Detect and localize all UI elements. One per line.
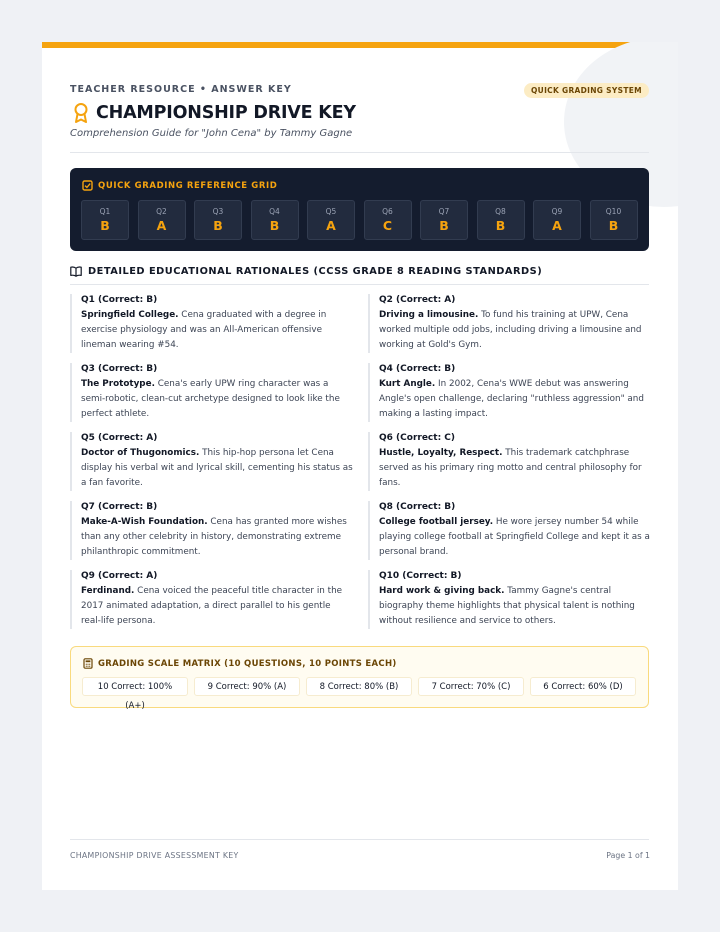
rationale-answer: The Prototype. [81,379,155,389]
rationale-body [81,308,353,353]
grid-cell-answer: C [382,218,393,233]
grid-cell-q10 [590,200,638,240]
rationale-item [70,363,353,422]
rationale-item [368,570,651,629]
rationale-item [70,294,353,353]
grid-cell-q4 [251,200,299,240]
rationale-text: Tammy Gagne's central biography theme highlights that physical talent is nothing without resilience and service to others. [379,586,635,626]
rationale-question: Q9 (Correct: A) [81,571,158,581]
rationale-text: He wore jersey number 54 while playing college football at Springfield College and kept it as a personal brand. [379,517,650,557]
grid-cell-answer: A [156,218,167,233]
rationale-question: Q1 (Correct: B) [81,295,158,305]
page-number: Page 1 of 1 [606,851,650,860]
rationale-item [368,501,651,560]
grid-cell-q3 [194,200,242,240]
grid-cell-q7 [420,200,468,240]
grid-cell-answer: B [100,218,110,233]
page-title: CHAMPIONSHIP DRIVE KEY [96,103,356,123]
rationale-body [379,377,651,422]
grid-cell-question: Q1 [99,207,111,216]
rationale-text: Cena voiced the peaceful title character in the 2017 animated adaptation, a direct parallel to his gentle real-life persona. [81,586,343,626]
quick-grading-grid [70,168,649,251]
rationale-item [70,432,353,491]
rationale-body [81,377,353,422]
rationales-divider [70,284,649,285]
grid-cell-q9 [533,200,581,240]
grid-cell-question: Q4 [269,207,280,216]
calculator-icon [83,658,93,669]
scale-pill: 10 Correct: 100% (A+) [82,677,188,696]
rationale-answer: Kurt Angle. [379,379,436,389]
top-accent-bar [42,42,678,48]
grid-cell-answer: B [495,218,506,233]
page-subtitle: Comprehension Guide for "John Cena" by Tammy Gagne [70,128,353,139]
grid-cell-question: Q7 [438,207,450,216]
scale-pill: 7 Correct: 70% (C) [418,677,524,696]
rationale-question: Q7 (Correct: B) [81,502,158,512]
grid-cell-q8 [477,200,525,240]
grid-cell-question: Q9 [551,207,563,216]
rationale-question: Q5 (Correct: A) [81,433,158,443]
rationale-text: This trademark catchphrase served as his primary ring motto and central philosophy for fans. [379,448,642,488]
rationales-heading [70,266,542,277]
answer-cells [81,200,638,240]
grid-cell-answer: B [608,218,619,233]
rationale-body [379,584,651,629]
rationale-question: Q6 (Correct: C) [379,433,456,443]
grid-cell-question: Q3 [212,207,224,216]
rationale-text: To fund his training at UPW, Cena worked multiple odd jobs, including driving a limousine and working at Gold's Gym. [379,310,642,350]
grid-cell-answer: A [326,218,336,233]
rationale-item [70,570,353,629]
scale-pill: 8 Correct: 80% (B) [306,677,412,696]
rationale-body [81,446,353,491]
rationale-question: Q4 (Correct: B) [379,364,456,374]
grid-cell-answer: B [213,218,223,233]
footer-divider [70,839,649,840]
rationale-answer: Doctor of Thugonomics. [81,448,200,458]
footer-title: CHAMPIONSHIP DRIVE ASSESSMENT KEY [70,851,239,860]
rationale-answer: Make-A-Wish Foundation. [81,517,208,527]
rationales-heading-label: DETAILED EDUCATIONAL RATIONALES (CCSS GRADE 8 READING STANDARDS) [88,266,543,277]
header-divider [70,152,649,153]
quick-grading-badge: QUICK GRADING SYSTEM [524,83,649,98]
rationale-item [368,432,651,491]
rationale-body [379,308,651,353]
title-row [72,102,356,124]
grid-cell-q5 [307,200,355,240]
rationale-text: Cena graduated with a degree in exercise physiology and was an All-American offensive lineman wearing #54. [81,310,327,350]
grid-cell-answer: B [439,218,449,233]
rationale-question: Q10 (Correct: B) [379,571,462,581]
rationale-text: Cena has granted more wishes than any other celebrity in history, demonstrating extreme philanthropic commitment. [81,517,347,557]
scale-heading-label: GRADING SCALE MATRIX (10 QUESTIONS, 10 POINTS EACH) [98,658,397,669]
grid-cell-question: Q10 [605,207,622,216]
grid-cell-answer: B [269,218,280,233]
rationale-item [70,501,353,560]
scale-pills [82,677,636,711]
scale-pill: 6 Correct: 60% (D) [530,677,636,696]
rationale-answer: College football jersey. [379,517,494,527]
rationale-body [81,584,353,629]
rationale-body [379,515,651,560]
grid-cell-q1 [81,200,129,240]
grading-scale-matrix [70,646,649,711]
grid-cell-q6 [364,200,412,240]
scale-heading [83,658,397,669]
grid-cell-answer: A [552,218,562,233]
rationale-answer: Hard work & giving back. [379,586,505,596]
grid-cell-q2 [138,200,186,240]
grid-cell-question: Q5 [325,207,337,216]
rationale-body [81,515,353,560]
grid-heading-label: QUICK GRADING REFERENCE GRID [98,180,278,191]
rationale-text: In 2002, Cena's WWE debut was answering Angle's open challenge, declaring "ruthless aggression" and making a lasting impact. [379,379,644,419]
checkbox-icon [82,180,93,191]
rationale-answer: Springfield College. [81,310,179,320]
rationale-answer: Driving a limousine. [379,310,479,320]
eyebrow-label: TEACHER RESOURCE • ANSWER KEY [70,84,292,95]
rationale-text: This hip-hop persona let Cena display his verbal wit and lyrical skill, cementing his status as a fan favorite. [81,448,353,488]
rationale-question: Q2 (Correct: A) [379,295,456,305]
award-ribbon-icon [72,102,90,124]
grid-cell-question: Q8 [495,207,506,216]
rationale-text: Cena's early UPW ring character was a semi-robotic, clean-cut archetype designed to look like the perfect athlete. [81,379,340,419]
rationale-answer: Hustle, Loyalty, Respect. [379,448,503,458]
rationale-question: Q3 (Correct: B) [81,364,158,374]
rationale-question: Q8 (Correct: B) [379,502,456,512]
grid-cell-question: Q2 [156,207,167,216]
rationale-answer: Ferdinand. [81,586,135,596]
grid-heading [82,180,277,191]
grid-cell-question: Q6 [382,207,393,216]
rationale-item [368,363,651,422]
rationale-item [368,294,651,353]
answer-key-page [42,42,678,890]
scale-pill: 9 Correct: 90% (A) [194,677,300,696]
open-book-icon [70,266,82,277]
rationale-body [379,446,651,491]
